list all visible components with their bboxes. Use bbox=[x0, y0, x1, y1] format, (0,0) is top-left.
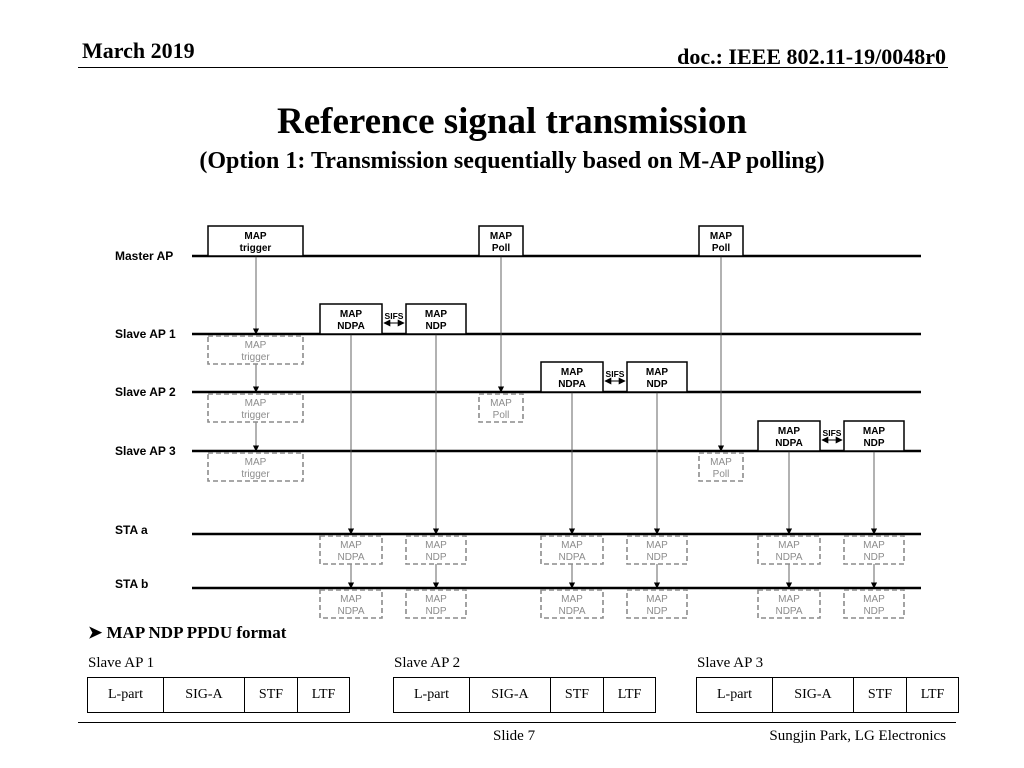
svg-text:MAP: MAP bbox=[490, 398, 512, 409]
svg-text:trigger: trigger bbox=[241, 469, 270, 480]
svg-text:NDPA: NDPA bbox=[775, 552, 803, 563]
svg-text:trigger: trigger bbox=[241, 410, 270, 421]
frame-recv-ndpa2-sta-b bbox=[541, 590, 603, 618]
svg-text:NDPA: NDPA bbox=[337, 321, 365, 332]
svg-text:MAP: MAP bbox=[424, 309, 448, 320]
svg-text:trigger: trigger bbox=[239, 243, 272, 254]
svg-text:MAP: MAP bbox=[561, 594, 583, 605]
footer-author: Sungjin Park, LG Electronics bbox=[769, 728, 946, 744]
svg-text:SIFS: SIFS bbox=[822, 428, 842, 438]
svg-text:Poll: Poll bbox=[492, 410, 510, 421]
frame-ndpa-slave3 bbox=[758, 421, 820, 451]
frame-recv-poll-slave2 bbox=[479, 394, 523, 422]
svg-text:MAP: MAP bbox=[645, 367, 669, 378]
svg-text:MAP: MAP bbox=[560, 367, 584, 378]
svg-text:NDP: NDP bbox=[863, 552, 885, 563]
ppdu-field: SIG-A bbox=[772, 678, 853, 713]
svg-text:MAP: MAP bbox=[561, 540, 583, 551]
frame-recv-trigger-slave3 bbox=[208, 453, 303, 481]
svg-text:MAP: MAP bbox=[489, 231, 513, 242]
frame-recv-ndp1-sta-a bbox=[406, 536, 466, 564]
ppdu-field: LTF bbox=[298, 678, 350, 713]
svg-text:NDPA: NDPA bbox=[558, 606, 586, 617]
svg-text:NDP: NDP bbox=[425, 552, 447, 563]
svg-text:MAP: MAP bbox=[646, 540, 668, 551]
slide-subtitle: (Option 1: Transmission sequentially based on M-AP polling) bbox=[199, 148, 825, 174]
svg-text:MAP: MAP bbox=[863, 594, 885, 605]
svg-text:NDP: NDP bbox=[425, 321, 447, 332]
frame-recv-trigger-slave2 bbox=[208, 394, 303, 422]
frame-master-poll-1 bbox=[479, 226, 523, 256]
ppdu-field: SIG-A bbox=[469, 678, 550, 713]
frame-recv-ndpa1-sta-a bbox=[320, 536, 382, 564]
sifs-gap-slave2 bbox=[605, 369, 625, 381]
footer-divider bbox=[78, 722, 956, 723]
svg-text:NDPA: NDPA bbox=[337, 606, 365, 617]
frame-recv-ndp2-sta-b bbox=[627, 590, 687, 618]
frame-recv-poll-slave3 bbox=[699, 453, 743, 481]
frame-recv-ndpa1-sta-b bbox=[320, 590, 382, 618]
frame-recv-ndp1-sta-b bbox=[406, 590, 466, 618]
sifs-gap-slave1 bbox=[384, 311, 404, 323]
svg-text:NDP: NDP bbox=[646, 552, 668, 563]
svg-text:MAP: MAP bbox=[709, 231, 733, 242]
svg-text:MAP: MAP bbox=[340, 540, 362, 551]
svg-text:MAP: MAP bbox=[862, 426, 886, 437]
frame-recv-trigger-slave1 bbox=[208, 336, 303, 364]
svg-text:NDP: NDP bbox=[425, 606, 447, 617]
svg-text:SIFS: SIFS bbox=[605, 369, 625, 379]
frame-master-poll-2 bbox=[699, 226, 743, 256]
svg-text:Poll: Poll bbox=[491, 243, 511, 254]
ppdu-field: STF bbox=[853, 678, 906, 713]
frame-ndp-slave3 bbox=[844, 421, 904, 451]
ppdu-field: L-part bbox=[394, 678, 470, 713]
svg-text:NDPA: NDPA bbox=[775, 606, 803, 617]
ppdu-table-slave-ap-3 bbox=[696, 677, 959, 713]
svg-text:MAP: MAP bbox=[778, 594, 800, 605]
svg-text:NDPA: NDPA bbox=[558, 552, 586, 563]
svg-text:trigger: trigger bbox=[241, 352, 270, 363]
ppdu-format-heading-text: MAP NDP PPDU format bbox=[106, 623, 287, 642]
ppdu-group-label-1: Slave AP 1 bbox=[88, 655, 155, 671]
header-date: March 2019 bbox=[82, 38, 195, 63]
label-row-slave-ap-2: Slave AP 2 bbox=[115, 385, 176, 399]
svg-text:NDP: NDP bbox=[863, 438, 885, 449]
svg-text:SIFS: SIFS bbox=[384, 311, 404, 321]
frame-recv-ndp3-sta-a bbox=[844, 536, 904, 564]
ppdu-field: SIG-A bbox=[163, 678, 244, 713]
svg-text:Poll: Poll bbox=[711, 243, 731, 254]
frame-ndp-slave2 bbox=[627, 362, 687, 392]
footer-slide-number: Slide 7 bbox=[493, 728, 536, 744]
frame-recv-ndpa3-sta-a bbox=[758, 536, 820, 564]
svg-text:MAP: MAP bbox=[244, 398, 267, 409]
svg-text:MAP: MAP bbox=[244, 231, 267, 242]
ppdu-field: LTF bbox=[907, 678, 959, 713]
ppdu-table-slave-ap-1 bbox=[87, 677, 350, 713]
svg-text:MAP: MAP bbox=[710, 457, 732, 468]
svg-text:MAP: MAP bbox=[425, 540, 447, 551]
label-row-master-ap: Master AP bbox=[115, 249, 174, 263]
ppdu-field: L-part bbox=[697, 678, 773, 713]
frame-recv-ndp2-sta-a bbox=[627, 536, 687, 564]
svg-text:NDPA: NDPA bbox=[337, 552, 365, 563]
svg-text:NDP: NDP bbox=[863, 606, 885, 617]
svg-text:MAP: MAP bbox=[778, 540, 800, 551]
svg-text:MAP: MAP bbox=[339, 309, 363, 320]
ppdu-format-heading bbox=[88, 623, 286, 643]
svg-text:MAP: MAP bbox=[777, 426, 801, 437]
label-row-slave-ap-1: Slave AP 1 bbox=[115, 327, 176, 341]
svg-text:MAP: MAP bbox=[340, 594, 362, 605]
frame-master-trigger bbox=[208, 226, 303, 256]
frame-ndp-slave1 bbox=[406, 304, 466, 334]
label-row-slave-ap-3: Slave AP 3 bbox=[115, 444, 176, 458]
svg-text:MAP: MAP bbox=[425, 594, 447, 605]
svg-text:MAP: MAP bbox=[863, 540, 885, 551]
slide-title: Reference signal transmission bbox=[277, 101, 747, 142]
svg-text:Poll: Poll bbox=[712, 469, 730, 480]
ppdu-field: LTF bbox=[604, 678, 656, 713]
ppdu-field: STF bbox=[244, 678, 297, 713]
ppdu-group-label-2: Slave AP 2 bbox=[394, 655, 461, 671]
svg-text:NDP: NDP bbox=[646, 379, 668, 390]
arrow-bullet-icon: ➤ bbox=[88, 623, 103, 642]
svg-text:NDP: NDP bbox=[646, 606, 668, 617]
label-row-sta-b: STA b bbox=[115, 577, 149, 591]
ppdu-field: STF bbox=[550, 678, 603, 713]
ppdu-group-label-3: Slave AP 3 bbox=[697, 655, 764, 671]
frame-recv-ndpa3-sta-b bbox=[758, 590, 820, 618]
frame-ndpa-slave2 bbox=[541, 362, 603, 392]
svg-text:NDPA: NDPA bbox=[558, 379, 586, 390]
svg-text:MAP: MAP bbox=[244, 340, 267, 351]
ppdu-table-slave-ap-2 bbox=[393, 677, 656, 713]
frame-ndpa-slave1 bbox=[320, 304, 382, 334]
header-doc-id: doc.: IEEE 802.11-19/0048r0 bbox=[677, 44, 946, 69]
ppdu-field: L-part bbox=[88, 678, 164, 713]
sifs-gap-slave3 bbox=[822, 428, 842, 440]
svg-text:MAP: MAP bbox=[646, 594, 668, 605]
frame-recv-ndpa2-sta-a bbox=[541, 536, 603, 564]
svg-text:NDPA: NDPA bbox=[775, 438, 803, 449]
svg-text:MAP: MAP bbox=[244, 457, 267, 468]
label-row-sta-a: STA a bbox=[115, 523, 148, 537]
frame-recv-ndp3-sta-b bbox=[844, 590, 904, 618]
